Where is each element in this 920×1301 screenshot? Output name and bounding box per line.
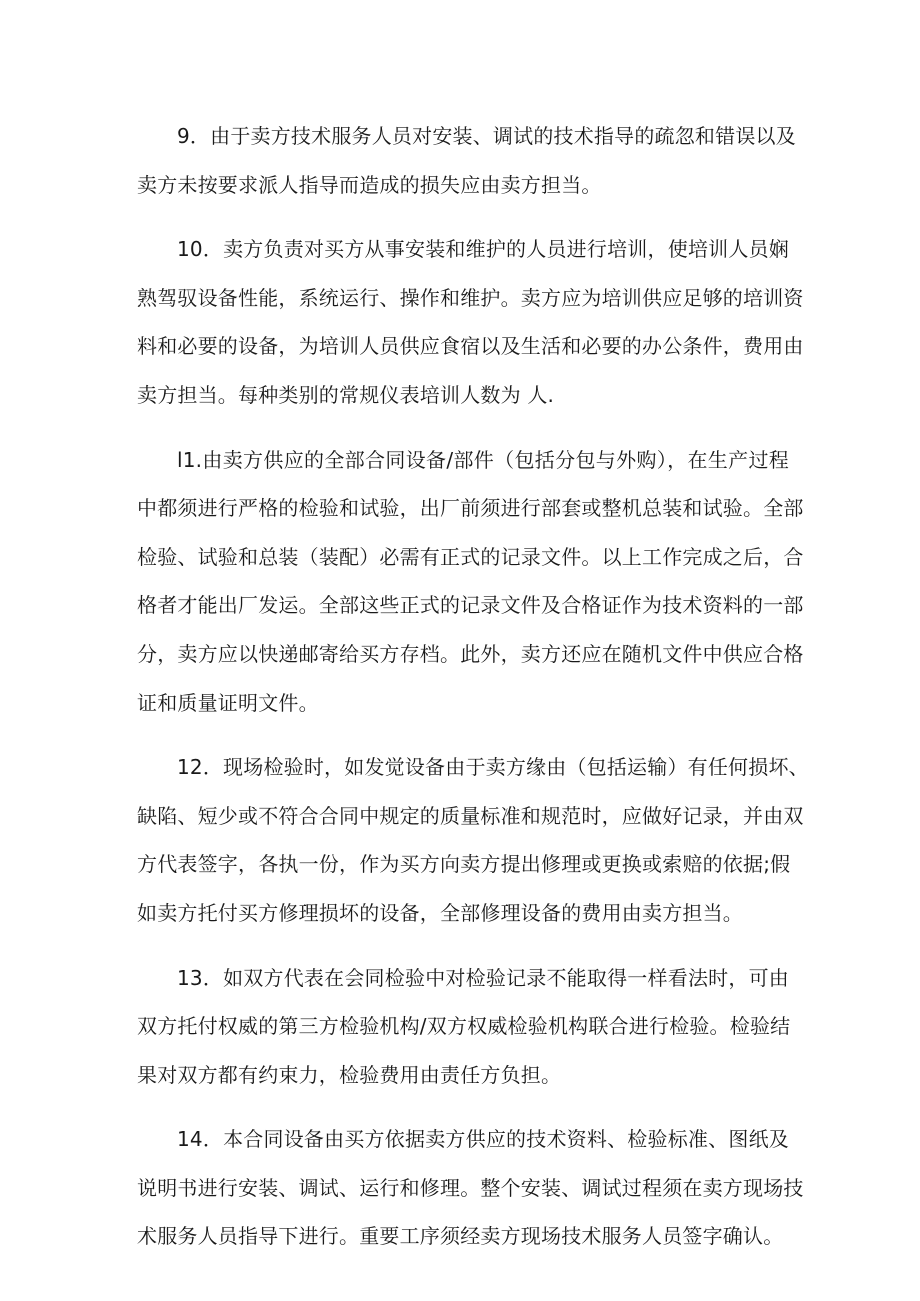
text-line: 13．如双方代表在会同检验中对检验记录不能取得一样看法时，可由: [177, 965, 789, 990]
paragraph-clause-12: [137, 743, 809, 937]
document-body: [137, 112, 809, 1277]
paragraph-clause-11: [137, 436, 804, 728]
text-line: 果对双方都有约束力，检验费用由责任方负担。: [137, 1062, 562, 1087]
text-line: 检验、试验和总装（装配）必需有正式的记录文件。以上工作完成之后，合: [137, 544, 804, 569]
text-line: 9．由于卖方技术服务人员对安装、调试的技术指导的疏忽和错误以及: [177, 124, 796, 148]
text-line: 熟驾驭设备性能，系统运行、操作和维护。卖方应为培训供应足够的培训资: [137, 285, 804, 310]
text-line: 12．现场检验时，如发觉设备由于卖方缘由（包括运输）有任何损坏、: [177, 755, 809, 780]
paragraph-clause-14: [137, 1115, 804, 1261]
text-line: 分，卖方应以快递邮寄给买方存档。此外，卖方还应在随机文件中供应合格: [137, 641, 804, 666]
text-line: 如卖方托付买方修理损坏的设备，全部修理设备的费用由卖方担当。: [137, 900, 743, 925]
text-line: 缺陷、短少或不符合合同中规定的质量标准和规范时，应做好记录，并由双: [137, 803, 804, 828]
text-line: 中都须进行严格的检验和试验，出厂前须进行部套或整机总装和试验。全部: [137, 496, 804, 521]
text-line: 料和必要的设备，为培训人员供应食宿以及生活和必要的办公条件，费用由: [137, 334, 804, 359]
text-line: 格者才能出厂发运。全部这些正式的记录文件及合格证作为技术资料的一部: [137, 593, 804, 618]
paragraph-clause-9: [137, 112, 796, 209]
text-line: 卖方担当。每种类别的常规仪表培训人数为 人.: [137, 382, 555, 407]
paragraph-clause-10: [137, 225, 804, 419]
text-line: 方代表签字，各执一份，作为买方向卖方提出修理或更换或索赔的依据;假: [137, 852, 791, 877]
text-line: 双方托付权威的第三方检验机构/双方权威检验机构联合进行检验。检验结: [137, 1014, 791, 1039]
text-line: 说明书进行安装、调试、运行和修理。整个安装、调试过程须在卖方现场技: [137, 1175, 804, 1200]
text-line: 证和质量证明文件。: [137, 690, 319, 715]
text-line: 卖方未按要求派人指导而造成的损失应由卖方担当。: [137, 172, 602, 197]
paragraph-clause-13: [137, 954, 789, 1100]
text-line: 10．卖方负责对买方从事安装和维护的人员进行培训，使培训人员娴: [177, 237, 789, 262]
text-line: l1.由卖方供应的全部合同设备/部件（包括分包与外购），在生产过程: [177, 447, 789, 472]
text-line: 术服务人员指导下进行。重要工序须经卖方现场技术服务人员签字确认。: [137, 1224, 784, 1249]
text-line: 14．本合同设备由买方依据卖方供应的技术资料、检验标准、图纸及: [177, 1127, 789, 1152]
